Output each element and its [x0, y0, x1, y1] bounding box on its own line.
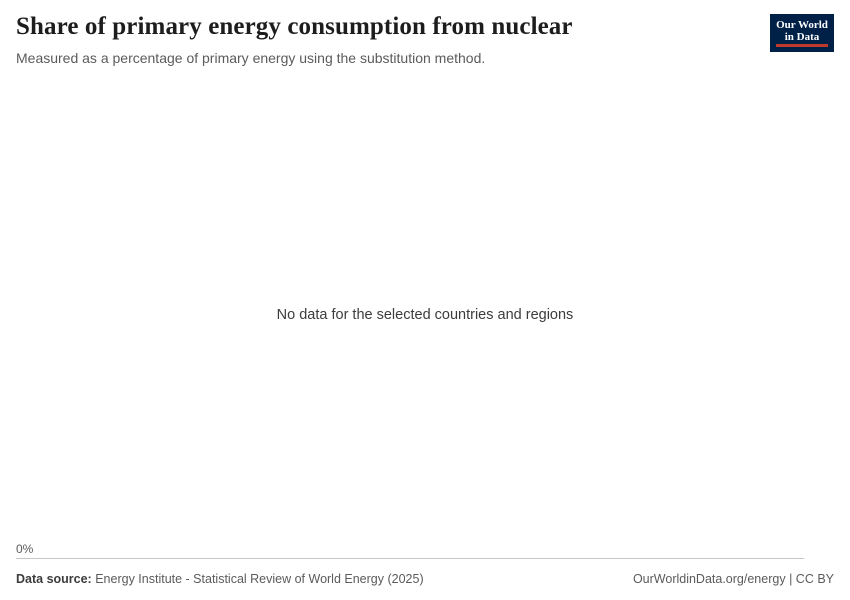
chart-subtitle: Measured as a percentage of primary energy using the substitution method. [16, 50, 486, 66]
plot-area [16, 92, 834, 538]
no-data-message: No data for the selected countries and regions [276, 307, 574, 323]
footer-license [633, 572, 834, 586]
logo-underbar [776, 44, 828, 47]
data-source [16, 572, 424, 586]
page-title: Share of primary energy consumption from nuclear [16, 13, 573, 40]
our-world-in-data-logo[interactable] [770, 14, 834, 52]
footer-separator: | [789, 572, 793, 586]
chart-header [16, 12, 834, 68]
logo-line-1: Our World [776, 19, 828, 31]
y-axis-tick-label: 0% [16, 542, 34, 556]
data-source-label: Data source: [16, 572, 92, 586]
data-source-text: Energy Institute - Statistical Review of World Energy (2025) [95, 572, 424, 586]
site-link[interactable]: OurWorldinData.org/energy [632, 572, 786, 586]
logo-line-2: in Data [784, 31, 820, 43]
chart-footer [16, 572, 834, 586]
license-link[interactable]: CC BY [795, 572, 834, 586]
x-axis-line [16, 558, 804, 559]
